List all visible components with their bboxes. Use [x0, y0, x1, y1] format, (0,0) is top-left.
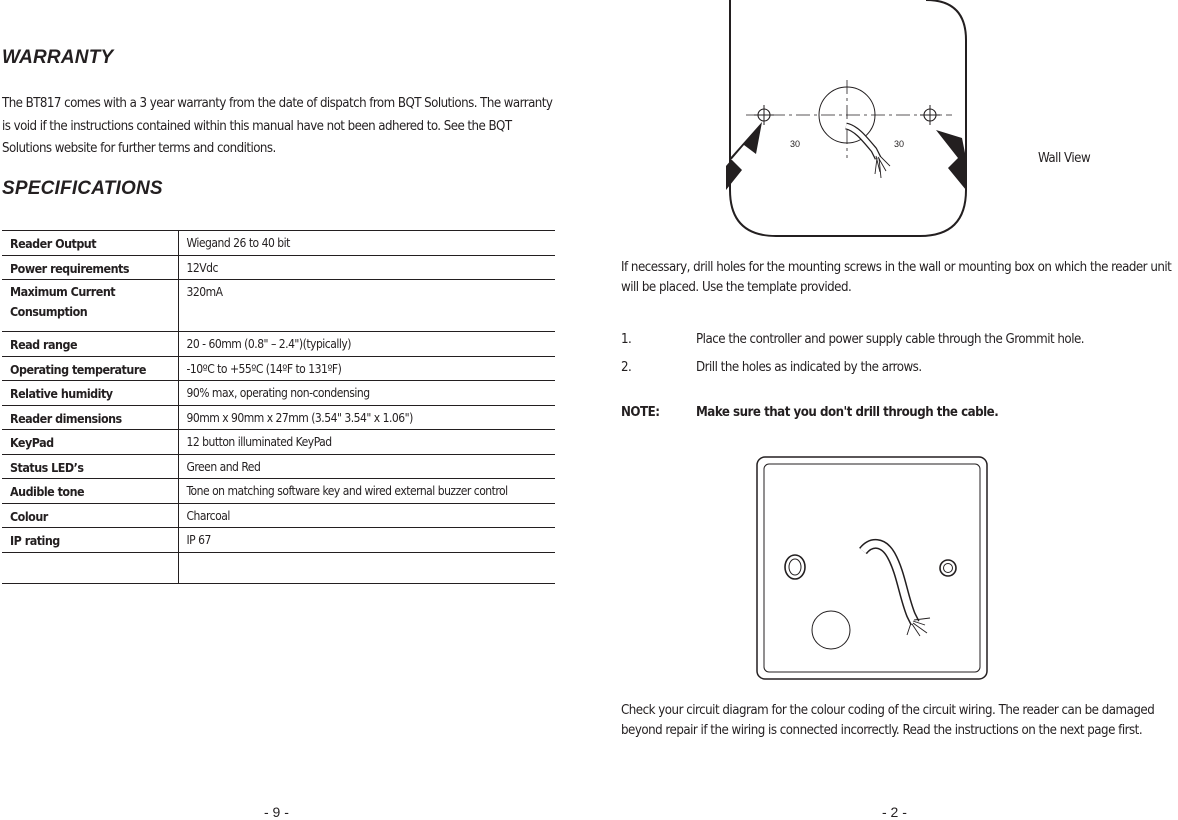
screw-hole-right	[940, 560, 956, 576]
screw-hole-right	[920, 105, 940, 125]
mounting-box-illustration	[755, 455, 989, 681]
circuit-warning: Check your circuit diagram for the colour coding of the circuit wiring. The reader can be damaged beyond repair if the wiring is connected incorrectly. Read the instructions on the next page first.	[621, 703, 1155, 738]
spec-label: Reader Output	[2, 231, 178, 256]
spec-value: -10ºC to +55ºC (14ºF to 131ºF)	[178, 356, 555, 381]
warranty-text: The BT817 comes with a 3 year warranty from the date of dispatch from BQT Solutions. The warranty is void if the instructions contained within this manual have not been adhered to. See the BQT Solutions website for further terms and conditions.	[2, 96, 553, 156]
table-row	[2, 356, 555, 381]
table-row	[2, 430, 555, 455]
table-row-empty	[2, 552, 555, 583]
grommit-hole	[812, 611, 850, 649]
spec-label: IP rating	[2, 528, 178, 553]
wall-view-label: Wall View	[1038, 151, 1091, 166]
spec-value: 90mm x 90mm x 27mm (3.54" 3.54" x 1.06")	[178, 405, 555, 430]
spec-value: 90% max, operating non-condensing	[178, 381, 555, 406]
table-row	[2, 332, 555, 357]
note-text: Make sure that you don't drill through the cable.	[696, 405, 999, 420]
mounting-template-outline	[730, 0, 966, 236]
step-number: 1.	[621, 332, 632, 347]
specifications-table	[2, 230, 555, 584]
page-number-right: - 2 -	[882, 804, 907, 820]
table-row	[2, 231, 555, 256]
table-row	[2, 528, 555, 553]
spec-label: Maximum Current Consumption	[2, 280, 178, 332]
spec-label: Audible tone	[2, 479, 178, 504]
spec-label: KeyPad	[2, 430, 178, 455]
cable-wires	[875, 156, 890, 178]
spec-value: Wiegand 26 to 40 bit	[178, 231, 555, 256]
specifications-heading: SPECIFICATIONS	[2, 178, 163, 199]
table-row	[2, 381, 555, 406]
step-text: Drill the holes as indicated by the arrows.	[696, 360, 922, 375]
warranty-heading: WARRANTY	[2, 47, 114, 68]
spec-label-empty	[2, 552, 178, 583]
screw-hole-left	[754, 105, 774, 125]
arrow-right-icon	[936, 130, 966, 190]
spec-value: Green and Red	[178, 454, 555, 479]
table-row	[2, 454, 555, 479]
spec-value: 12 button illuminated KeyPad	[178, 430, 555, 455]
arrow-left-icon	[726, 122, 762, 190]
table-row	[2, 479, 555, 504]
table-row	[2, 255, 555, 280]
wall-view-diagram	[726, 0, 972, 240]
step-text: Place the controller and power supply cable through the Grommit hole.	[696, 332, 1085, 347]
table-row	[2, 405, 555, 430]
spec-label: Status LED’s	[2, 454, 178, 479]
spec-value: 20 - 60mm (0.8" – 2.4")(typically)	[178, 332, 555, 357]
page-number-left: - 9 -	[264, 804, 289, 820]
table-row	[2, 280, 555, 332]
spec-label: Relative humidity	[2, 381, 178, 406]
spec-value: IP 67	[178, 528, 555, 553]
spec-label: Power requirements	[2, 255, 178, 280]
spec-label: Colour	[2, 503, 178, 528]
note-label: NOTE:	[621, 405, 660, 420]
spec-value: 12Vdc	[178, 255, 555, 280]
table-row	[2, 503, 555, 528]
drill-instructions: If necessary, drill holes for the mounting screws in the wall or mounting box on which the reader unit will be placed. Use the template provided.	[621, 260, 1172, 295]
spec-label: Read range	[2, 332, 178, 357]
dimension-left: 30	[790, 139, 801, 149]
spec-value: Charcoal	[178, 503, 555, 528]
step-number: 2.	[621, 360, 632, 375]
spec-label: Operating temperature	[2, 356, 178, 381]
spec-label: Reader dimensions	[2, 405, 178, 430]
dimension-right: 30	[894, 139, 905, 149]
spec-value: 320mA	[178, 280, 555, 332]
screw-slot-left	[785, 555, 805, 579]
spec-value-empty	[178, 552, 555, 583]
spec-value: Tone on matching software key and wired external buzzer control	[178, 479, 555, 504]
